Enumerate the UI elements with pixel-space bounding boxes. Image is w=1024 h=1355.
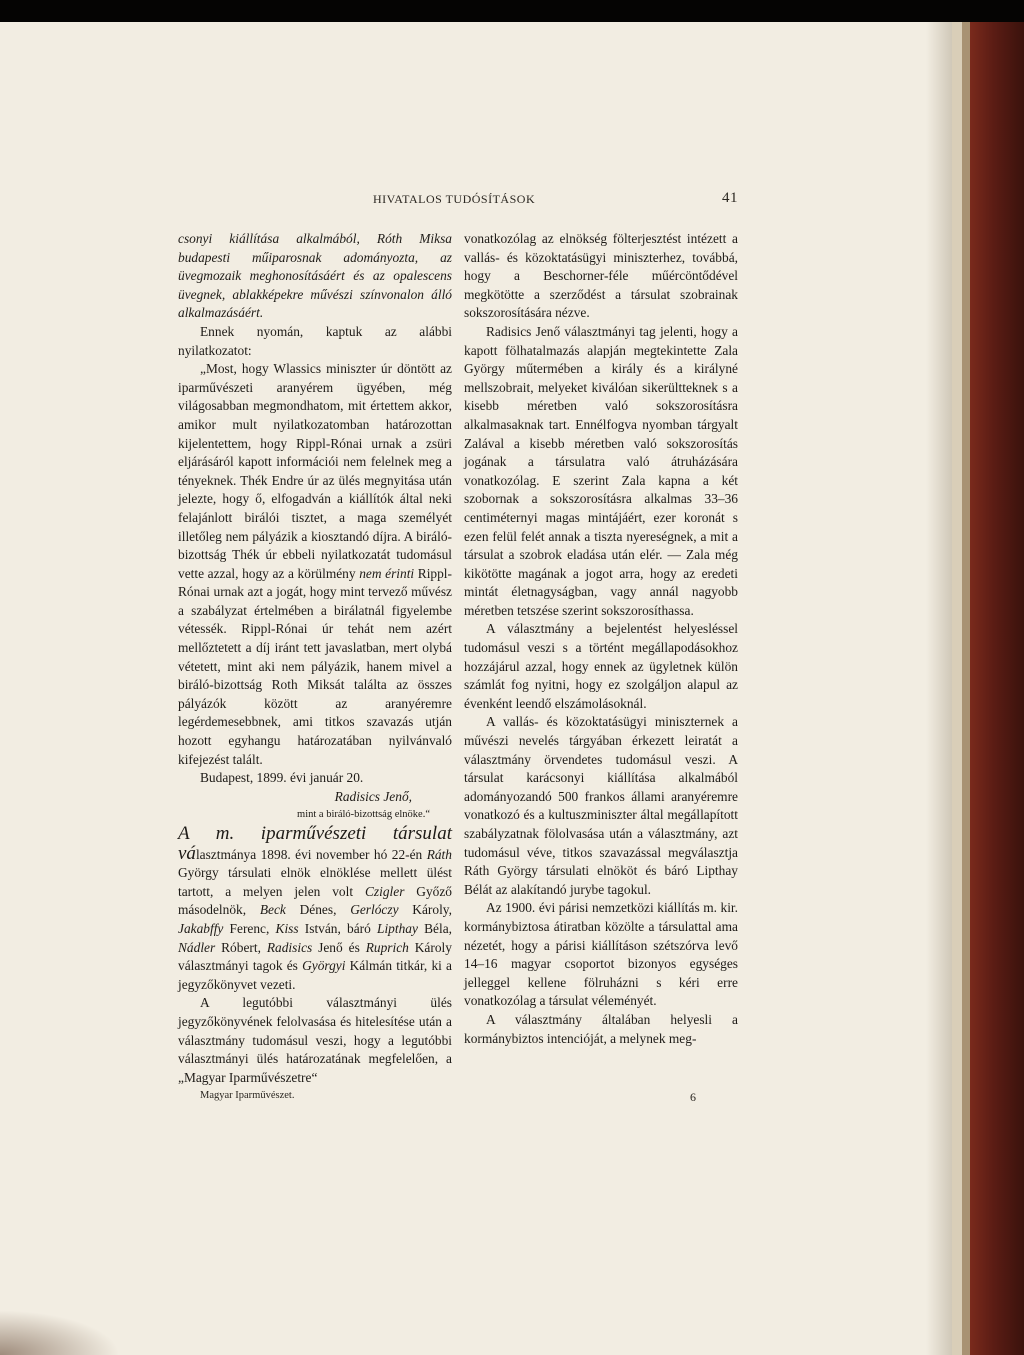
running-title: HIVATALOS TUDÓSÍTÁSOK — [373, 192, 536, 206]
text-run: Róbert, — [221, 939, 261, 955]
dateline: Budapest, 1899. évi január 20. — [200, 770, 364, 786]
paragraph: Az 1900. évi párisi nemzetközi kiállítás m. kir. kormánybiztosa átiratban közölte a társulattal ama nézetét, hogy a párisi kiállításon szétszórva levő 14–16 magyar csoportot bizonyos egységes jelleggel kellene fölruházni s kéri erre vonatkozólag a társulat véleményét. — [464, 900, 738, 1009]
text-run: Béla, — [424, 920, 453, 936]
heading-continuation: lasztmánya 1898. évi november hó 22-én — [195, 846, 423, 862]
name-jakabffy: Jakabffy — [178, 920, 224, 936]
page-edge-light — [952, 22, 962, 1355]
name-ruprich: Ruprich — [365, 939, 409, 955]
intro-italic-paragraph: csonyi kiállítása alkalmából, Róth Miksa budapesti műiparosnak adományozta, az üvegmozaik meghonosításáért és az opalescens üvegnek, ablakképekre művészi színvonalon álló alkalmazásáért. — [178, 231, 452, 321]
paragraph: A választmány általában helyesli a kormánybiztos intencióját, a melynek meg- — [464, 1011, 738, 1046]
text-run: Kálmán titkár, ki a jegyzőkönyvet vezeti. — [178, 958, 452, 992]
text-run: István, báró — [304, 920, 371, 936]
name-beck: Beck — [259, 902, 286, 918]
section-heading-paragraph — [178, 825, 452, 994]
right-column — [464, 230, 738, 1048]
name-lipthay: Lipthay — [377, 920, 418, 936]
scan-stain — [0, 1310, 120, 1355]
footer-signature-mark: 6 — [690, 1090, 696, 1104]
page-edge-mid — [962, 22, 970, 1355]
paragraph: A legutóbbi választmányi ülés jegyzőkönyvének felolvasása és hitelesítése után a választmány tudomásul veszi, hogy a legutóbbi választmányi ülés határozatának megfelelően, a „Magyar Iparművészetre“ — [178, 995, 452, 1085]
paragraph: A választmány a bejelentést helyesléssel tudomásul veszi s a történt megállapodásokhoz hozzájárul azzal, hogy ennek az ügyletnek külön számlát fog nyitni, hogy ez szolgáljon alapul az évenként leendő elszámolásoknál. — [464, 621, 738, 711]
paragraph-continued: vonatkozólag az elnökség fölterjesztést intézett a vallás- és közoktatásügyi miniszterhez, továbbá, hogy a Beschorner-féle műércöntődével megkötötte a szerződést a társulat szobrainak sokszorosítására nézve. — [464, 231, 738, 321]
paragraph: Ennek nyomán, kaptuk az alábbi nyilatkozatot: — [178, 323, 452, 358]
book-cover-edge — [970, 22, 1024, 1355]
signature-role: mint a biráló-bizottság elnöke.“ — [297, 809, 430, 821]
name-gyorgyi: Györgyi — [302, 958, 346, 974]
text-run: Győző másodelnök, — [178, 883, 452, 918]
name-radisics: Radisics — [266, 939, 313, 955]
page-number: 41 — [722, 190, 738, 206]
footer-journal-title: Magyar Iparművészet. — [200, 1090, 295, 1101]
scan-top-border — [0, 0, 1024, 22]
name-nadler: Nádler — [178, 939, 216, 955]
name-gerloczy: Gerlóczy — [350, 902, 399, 918]
quote-text-rest: Rippl-Rónai urnak azt a jogát, hogy mint tervező művész a szabályzat értelmében a birálatnál figyelembe vétessék. Rippl-Rónai úr tehát nem azért mellőztetett a díj iránt tett javaslatban, mert olybá vétetett, mint aki nem pályázik, hanem mivel a biráló-bizottság Roth Miksát találta az összes pályázók között az aranyéremre legérdemesebbnek, ami titkos szavazás utján hozott egyhangu határozatában nyilvánvaló kifejezést talált. — [178, 565, 452, 767]
name-kiss: Kiss — [275, 920, 299, 936]
emphasis-text: nem érinti — [359, 565, 415, 581]
text-run: Károly választmányi tagok és — [178, 939, 452, 974]
text-run: György társulati elnök elnöklése mellett ülést tartott, a melyen jelen volt — [178, 865, 452, 899]
text-run: Dénes, — [299, 902, 337, 918]
text-run: Ferenc, — [229, 920, 270, 936]
quote-text: „Most, hogy Wlassics miniszter úr döntött az iparművészeti aranyérem ügyében, még világosabban megmondhatom, mit értettem akkor, amikor mult nyilatkozatomban határozottan kijelentettem, hogy Rippl-Rónai urnak a zsüri eljárásáról kapott információi nem felelnek meg a tényeknek. Thék Endre úr az ülés megnyitása után jelezte, hogy ő, elfogadván a kiállítók által neki felajánlott birálói tisztet, a maga személyét illetőleg nem pályázik a kiosztandó díjra. A biráló-bizottság Thék úr ebbeli nyilatkozatát tudomásul vette azzal, hogy az a körülmény — [178, 361, 452, 581]
page-gutter-shadow — [926, 22, 952, 1355]
paragraph: A vallás- és közoktatásügyi miniszternek a művészi nevelés tárgyában érkezett leiratát a választmány örvendetes tudomásul veszi. A társulat karácsonyi kiállítása alkalmából adományozandó 500 frankos állami aranyéremre vonatkozó és a kultuszminiszter által megállapított szabályzatnak fölolvasása után a választmány, azt tudomásul véve, titkos szavazással megválasztja Ráth György társulati elnököt és báró Lipthay Bélát az alakítandó jurybe tagokul. — [464, 714, 738, 897]
left-column — [178, 230, 452, 1087]
name-czigler: Czigler — [364, 883, 405, 899]
section-heading: A m. iparművészeti társulat vá — [178, 823, 452, 864]
text-run: Károly, — [412, 902, 452, 918]
quote-paragraph — [178, 360, 452, 769]
text-run: Jenő és — [318, 939, 360, 955]
name-rath: Ráth — [426, 846, 452, 862]
paragraph: Radisics Jenő választmányi tag jelenti, hogy a kapott fölhatalmazás alapján megtekintette Zala György műtermében a király és a királyné mellszobrait, melyeket kiválóan sikerültteknek s a kisebb méretben való sokszorosításra alkalmasaknak tart. Ennélfogva nyomban tárgyalt Zalával a kisebb méretben való sokszorosítás jogának a társulatra való átruházására vonatkozólag. E szerint Zala kapna a két szobornak a sokszorosításra alkalmas 33–36 centiméternyi magas mintájáért, ezer koronát s ezen felül felét annak a tiszta nyereségnek, a mit a társulat a szobrok eladása után elér. — Zala még kikötötte magának a jogot arra, hogy az eredeti mintát életnagyságban, vagy annál nagyobb méretben tetszése szerint sokszorosíthassa. — [464, 323, 738, 618]
signature-name: Radisics Jenő, — [334, 788, 412, 804]
